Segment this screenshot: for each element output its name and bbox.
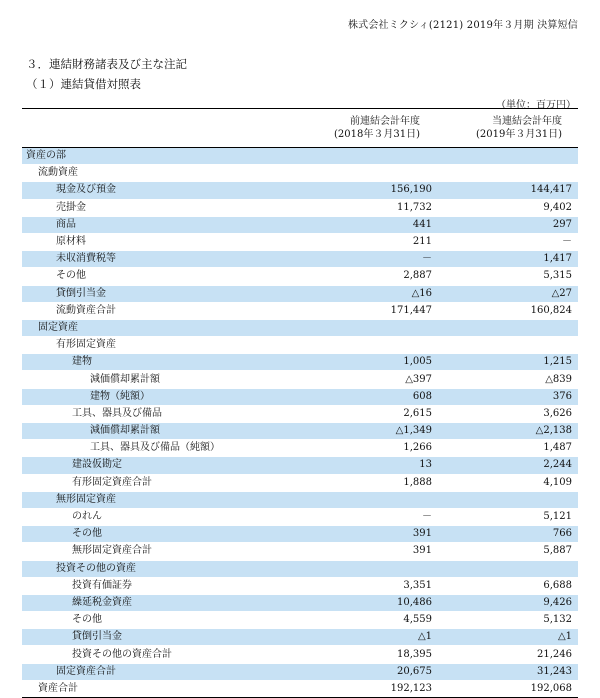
row-prev-value: 2,615 — [302, 405, 440, 422]
table-row — [22, 233, 578, 250]
row-curr-value: 9,426 — [440, 594, 578, 611]
table-row — [22, 302, 578, 319]
row-prev-value: 1,005 — [302, 354, 440, 371]
row-label: 未収消費税等 — [22, 251, 302, 268]
row-label: 有形固定資産合計 — [22, 474, 302, 491]
row-curr-value: 5,315 — [440, 268, 578, 285]
row-curr-value: 5,887 — [440, 543, 578, 560]
document-header: 株式会社ミクシィ(2121) 2019年３月期 決算短信 — [347, 20, 578, 31]
row-prev-value: 18,395 — [302, 646, 440, 663]
row-curr-value: 21,246 — [440, 646, 578, 663]
row-curr-value: 2,244 — [440, 457, 578, 474]
row-curr-value — [440, 165, 578, 182]
row-curr-value: 3,626 — [440, 405, 578, 422]
table-row — [22, 543, 578, 560]
section-title: ３．連結財務諸表及び主な注記 — [26, 57, 187, 71]
table-row — [22, 594, 578, 611]
row-label: 繰延税金資産 — [22, 594, 302, 611]
row-label: 投資その他の資産 — [22, 560, 302, 577]
table-row — [22, 216, 578, 233]
row-prev-value: 192,123 — [302, 680, 440, 697]
row-prev-value: △397 — [302, 371, 440, 388]
row-curr-value: － — [440, 233, 578, 250]
row-label: 工具、器具及び備品 — [22, 405, 302, 422]
row-prev-value — [302, 148, 440, 165]
row-curr-value — [440, 560, 578, 577]
row-curr-value: 5,121 — [440, 508, 578, 525]
curr-period-title: 当連結会計年度 — [492, 116, 562, 127]
row-label: 投資その他の資産合計 — [22, 646, 302, 663]
row-prev-value: △1,349 — [302, 423, 440, 440]
unit-label: （単位：百万円） — [496, 100, 576, 111]
row-label: 貸倒引当金 — [22, 285, 302, 302]
header-curr-period — [440, 109, 578, 148]
table-row — [22, 423, 578, 440]
row-prev-value: 4,559 — [302, 612, 440, 629]
table-row — [22, 319, 578, 336]
row-prev-value — [302, 319, 440, 336]
row-curr-value — [440, 491, 578, 508]
row-label: 流動資産 — [22, 165, 302, 182]
row-prev-value: 608 — [302, 388, 440, 405]
table-row — [22, 491, 578, 508]
row-label: 資産合計 — [22, 680, 302, 697]
table-row — [22, 440, 578, 457]
row-label: 売掛金 — [22, 199, 302, 216]
row-curr-value: 160,824 — [440, 302, 578, 319]
row-prev-value — [302, 560, 440, 577]
row-curr-value: 4,109 — [440, 474, 578, 491]
row-label: その他 — [22, 612, 302, 629]
row-prev-value: 11,732 — [302, 199, 440, 216]
curr-period-date: (2019年３月31日) — [476, 129, 562, 140]
row-prev-value: 2,887 — [302, 268, 440, 285]
row-label: 無形固定資産 — [22, 491, 302, 508]
table-row — [22, 251, 578, 268]
table-row — [22, 148, 578, 165]
row-label: 無形固定資産合計 — [22, 543, 302, 560]
row-curr-value: 144,417 — [440, 182, 578, 199]
prev-period-title: 前連結会計年度 — [350, 116, 420, 127]
row-curr-value: 1,215 — [440, 354, 578, 371]
row-curr-value: 376 — [440, 388, 578, 405]
header-label-cell — [22, 109, 302, 148]
row-label: 現金及び預金 — [22, 182, 302, 199]
row-label: 減価償却累計額 — [22, 423, 302, 440]
row-label: その他 — [22, 268, 302, 285]
row-curr-value — [440, 148, 578, 165]
table-row — [22, 354, 578, 371]
table-row — [22, 388, 578, 405]
row-prev-value: 441 — [302, 216, 440, 233]
row-curr-value: 6,688 — [440, 577, 578, 594]
row-label: のれん — [22, 508, 302, 525]
row-label: 原材料 — [22, 233, 302, 250]
row-label: 固定資産合計 — [22, 663, 302, 680]
row-prev-value — [302, 337, 440, 354]
table-header-row — [22, 109, 578, 148]
row-label: 工具、器具及び備品（純額） — [22, 440, 302, 457]
row-curr-value — [440, 337, 578, 354]
table-row — [22, 474, 578, 491]
row-prev-value — [302, 165, 440, 182]
row-prev-value: 391 — [302, 543, 440, 560]
row-prev-value: 1,266 — [302, 440, 440, 457]
row-curr-value: 5,132 — [440, 612, 578, 629]
row-label: 建物 — [22, 354, 302, 371]
row-label: 建設仮勘定 — [22, 457, 302, 474]
row-prev-value — [302, 491, 440, 508]
row-curr-value: 1,417 — [440, 251, 578, 268]
table-row — [22, 663, 578, 680]
table-row — [22, 646, 578, 663]
row-prev-value: 3,351 — [302, 577, 440, 594]
row-prev-value: 1,888 — [302, 474, 440, 491]
balance-sheet-table — [22, 108, 578, 698]
row-label: 貸倒引当金 — [22, 629, 302, 646]
row-label: 投資有価証券 — [22, 577, 302, 594]
table-row — [22, 268, 578, 285]
table-row — [22, 629, 578, 646]
subsection-title: （１）連結貸借対照表 — [26, 77, 141, 91]
prev-period-date: (2018年３月31日) — [334, 129, 420, 140]
table-row — [22, 405, 578, 422]
row-curr-value: 1,487 — [440, 440, 578, 457]
table-row — [22, 285, 578, 302]
row-curr-value: △839 — [440, 371, 578, 388]
row-label: 流動資産合計 — [22, 302, 302, 319]
row-curr-value: △1 — [440, 629, 578, 646]
row-label: 減価償却累計額 — [22, 371, 302, 388]
table-row — [22, 560, 578, 577]
table-row — [22, 337, 578, 354]
table-row — [22, 526, 578, 543]
table-row — [22, 457, 578, 474]
table-row — [22, 577, 578, 594]
row-prev-value: 171,447 — [302, 302, 440, 319]
row-curr-value: 297 — [440, 216, 578, 233]
row-prev-value: － — [302, 251, 440, 268]
row-label: その他 — [22, 526, 302, 543]
row-curr-value: 192,068 — [440, 680, 578, 697]
row-label: 固定資産 — [22, 319, 302, 336]
table-row — [22, 508, 578, 525]
row-label: 資産の部 — [22, 148, 302, 165]
row-curr-value: 9,402 — [440, 199, 578, 216]
row-prev-value: 156,190 — [302, 182, 440, 199]
row-prev-value: 13 — [302, 457, 440, 474]
table-row — [22, 182, 578, 199]
header-prev-period — [302, 109, 440, 148]
row-prev-value: 10,486 — [302, 594, 440, 611]
table-row — [22, 371, 578, 388]
table-row — [22, 199, 578, 216]
table-row — [22, 612, 578, 629]
row-curr-value — [440, 319, 578, 336]
row-prev-value: 20,675 — [302, 663, 440, 680]
row-prev-value: 391 — [302, 526, 440, 543]
row-curr-value: △2,138 — [440, 423, 578, 440]
table-row — [22, 165, 578, 182]
row-label: 商品 — [22, 216, 302, 233]
row-label: 有形固定資産 — [22, 337, 302, 354]
row-prev-value: △16 — [302, 285, 440, 302]
row-curr-value: 31,243 — [440, 663, 578, 680]
row-prev-value: △1 — [302, 629, 440, 646]
row-label: 建物（純額） — [22, 388, 302, 405]
row-curr-value: △27 — [440, 285, 578, 302]
row-prev-value: 211 — [302, 233, 440, 250]
row-curr-value: 766 — [440, 526, 578, 543]
row-prev-value: － — [302, 508, 440, 525]
table-row-total — [22, 680, 578, 697]
